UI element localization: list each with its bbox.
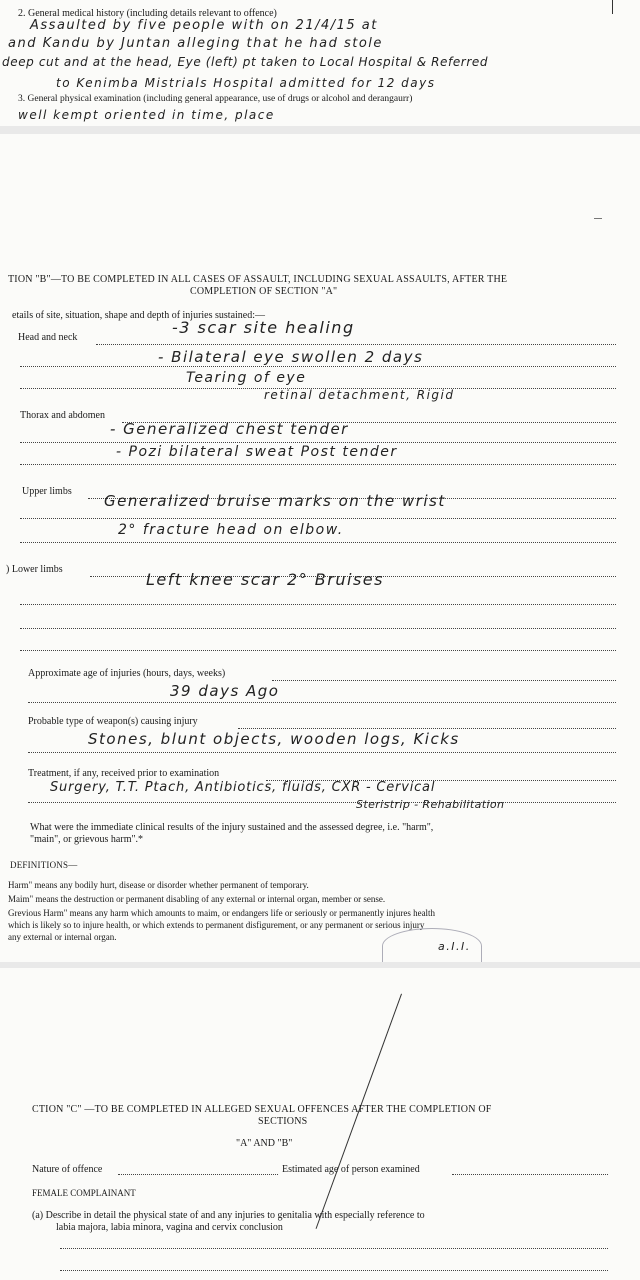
exam-hand: well kempt oriented in time, place: [18, 108, 275, 122]
entry-line: [20, 442, 616, 443]
entry-line: [28, 802, 616, 803]
clinical-results-question-2: "main", or grievous harm".*: [30, 834, 144, 845]
section-c-heading-2: SECTIONS: [258, 1116, 308, 1127]
lower-limbs-hand: Left knee scar 2° Bruises: [146, 570, 384, 589]
entry-line: [28, 752, 616, 753]
section-c-heading: CTION "C" —TO BE COMPLETED IN ALLEGED SEXUAL OFFENCES AFTER THE COMPLETION OF: [32, 1104, 492, 1115]
lower-limbs-label: ) Lower limbs: [6, 564, 63, 575]
entry-line: [20, 628, 616, 629]
entry-line: [20, 366, 616, 367]
upper-limbs-hand-2: 2° fracture head on elbow.: [118, 522, 344, 538]
history-hand-line2: and Kandu by Juntan alleging that he had stole: [8, 36, 383, 51]
head-neck-hand-2: - Bilateral eye swollen 2 days: [158, 348, 424, 366]
section3-label: 3. General physical examination (including general appearance, use of drugs or alcohol and derangaurr): [18, 94, 413, 104]
entry-line: [96, 344, 616, 345]
entry-line: [20, 464, 616, 465]
entry-line: [20, 650, 616, 651]
genitalia-question-2: labia majora, labia minora, vagina and cervix conclusion: [56, 1222, 283, 1233]
history-hand-line4: to Kenimba Mistrials Hospital admitted for 12 days: [56, 76, 436, 90]
head-neck-label: Head and neck: [18, 332, 78, 343]
female-complainant-label: FEMALE COMPLAINANT: [32, 1188, 136, 1198]
entry-line: [28, 702, 616, 703]
genitalia-question: (a) Describe in detail the physical state of and any injuries to genitalia with especially reference to: [32, 1210, 425, 1221]
entry-line: [20, 518, 616, 519]
treatment-hand-1: Surgery, T.T. Ptach, Antibiotics, fluids, CXR - Cervical: [50, 780, 436, 795]
head-neck-hand-3: Tearing of eye: [186, 370, 307, 386]
definitions-title: DEFINITIONS—: [10, 860, 78, 870]
weapon-label: Probable type of weapon(s) causing injury: [28, 716, 198, 727]
thorax-label: Thorax and abdomen: [20, 410, 105, 421]
history-hand-line3: deep cut and at the head, Eye (left) pt taken to Local Hospital & Referred: [2, 55, 489, 69]
thorax-hand-2: - Pozi bilateral sweat Post tender: [116, 444, 398, 460]
section-b-heading: TION "B"—TO BE COMPLETED IN ALL CASES OF ASSAULT, INCLUDING SEXUAL ASSAULTS, AFTER THE: [8, 274, 508, 285]
edge-mark: [612, 0, 613, 14]
page-strip-top: [0, 0, 640, 126]
entry-line: [60, 1270, 608, 1271]
section-c-heading-3: "A" AND "B": [236, 1138, 293, 1149]
clinical-results-question: What were the immediate clinical results of the injury sustained and the assessed degree, i.e. "harm",: [30, 822, 434, 833]
entry-line: [272, 680, 616, 681]
injury-details-label: etails of site, situation, shape and depth of injuries sustained:—: [12, 310, 266, 321]
signature: a.I.I.: [438, 940, 471, 953]
injury-age-label: Approximate age of injuries (hours, days, weeks): [28, 668, 226, 679]
entry-line: [452, 1174, 608, 1175]
page-strip-section-b: [0, 134, 640, 962]
definition-grievous-harm-2: which is likely so to injure health, or which extends to permanent disfigurement, or any permanent or serious injury: [8, 920, 425, 930]
edge-mark: [594, 218, 602, 219]
estimated-age-label: Estimated age of person examined: [282, 1164, 420, 1175]
nature-of-offence-label: Nature of offence: [32, 1164, 103, 1175]
injury-age-hand: 39 days Ago: [170, 682, 280, 700]
section-b-heading-2: COMPLETION OF SECTION "A": [190, 286, 338, 297]
entry-line: [20, 542, 616, 543]
definition-harm: Harm" means any bodily hurt, disease or disorder whether permanent of temporary.: [8, 880, 309, 890]
treatment-label: Treatment, if any, received prior to examination: [28, 768, 220, 779]
head-neck-hand-1: -3 scar site healing: [172, 318, 355, 337]
upper-limbs-hand-1: Generalized bruise marks on the wrist: [104, 492, 446, 510]
definition-grievous-harm-3: any external or internal organ.: [8, 932, 117, 942]
history-hand-line1: Assaulted by five people with on 21/4/15 at: [30, 18, 378, 33]
thorax-hand-1: - Generalized chest tender: [110, 420, 349, 438]
definition-grievous-harm: Grevious Harm" means any harm which amounts to maim, or endangers life or seriously or permanently injures health: [8, 908, 436, 918]
head-neck-hand-4: retinal detachment, Rigid: [264, 388, 455, 402]
entry-line: [60, 1248, 608, 1249]
page-strip-section-c: [0, 968, 640, 1280]
entry-line: [118, 1174, 278, 1175]
treatment-hand-2: Steristrip - Rehabilitation: [356, 798, 505, 811]
upper-limbs-label: Upper limbs: [22, 486, 72, 497]
entry-line: [238, 728, 616, 729]
section2-label: 2. General medical history (including details relevant to offence): [18, 8, 277, 19]
weapon-hand: Stones, blunt objects, wooden logs, Kicks: [88, 730, 460, 748]
definition-maim: Maim" means the destruction or permanent disabling of any external or internal organ, member or sense.: [8, 894, 386, 904]
entry-line: [20, 604, 616, 605]
